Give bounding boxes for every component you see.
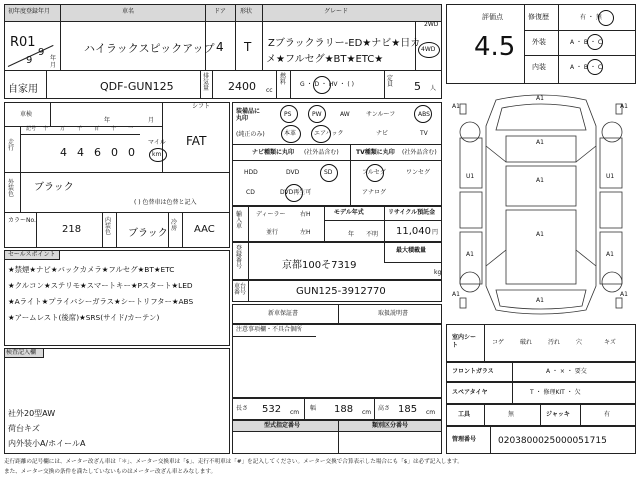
import-parallel: 並行 bbox=[266, 229, 279, 236]
equipment-label: 装備品に丸印 bbox=[236, 108, 261, 123]
length-unit: cm bbox=[290, 409, 300, 416]
height-label: 高さ bbox=[378, 405, 391, 412]
tv-label: TV種類に丸印 bbox=[356, 149, 395, 156]
registration-label: 登録番号 bbox=[236, 245, 243, 270]
mileage-digit-header: 千 bbox=[77, 126, 83, 132]
height-value: 185 bbox=[398, 404, 418, 415]
manual-label: 取扱説明書 bbox=[378, 310, 409, 317]
seat-label: 室内シート bbox=[452, 334, 477, 349]
capacity: 5 bbox=[414, 80, 421, 93]
tv-item: アナログ bbox=[362, 189, 387, 196]
warranty-label: 新車保証書 bbox=[268, 310, 299, 317]
reg-era: R01 bbox=[10, 35, 36, 50]
inspection-year: 年 bbox=[104, 117, 111, 124]
mileage-digit: 0 bbox=[111, 146, 118, 159]
score-label: 評価点 bbox=[482, 13, 503, 21]
chassis-value: GUN125-3912770 bbox=[296, 286, 386, 297]
seat-item: 汚れ bbox=[548, 339, 561, 346]
navi-selected-circle bbox=[320, 164, 338, 182]
mileage-digit: 6 bbox=[94, 146, 101, 159]
footer-line2: また、メーター交換の条件を満たしていないものはメーター改ざん車とみなします。 bbox=[4, 469, 217, 475]
inspector-notes-label: 検査記入欄 bbox=[6, 349, 37, 356]
tv-selected-circle bbox=[366, 164, 384, 182]
diagram-damage-label: U1 bbox=[606, 173, 615, 180]
score: 4.5 bbox=[474, 32, 516, 62]
import-left-hand: 左H bbox=[300, 229, 311, 236]
wd-value: 4WD bbox=[421, 46, 436, 53]
mileage-digit: 0 bbox=[128, 146, 135, 159]
diagram-damage-label: A1 bbox=[536, 139, 544, 146]
inspector-note: 荷台キズ bbox=[8, 424, 40, 433]
grade-label: グレード bbox=[324, 8, 349, 15]
interior-label: 内装色 bbox=[105, 217, 112, 236]
inspection-label: 車検 bbox=[20, 111, 33, 118]
fuel-label: 燃料 bbox=[280, 73, 287, 86]
color-no: 218 bbox=[62, 224, 82, 235]
diagram-damage-label: A1 bbox=[536, 231, 544, 238]
equipment-item: エアバック bbox=[314, 130, 344, 137]
spare-value: T ・ 修理KIT ・ 欠 bbox=[530, 389, 581, 396]
mileage-digit-header: 十 bbox=[43, 126, 49, 132]
recycle-unit: 円 bbox=[432, 229, 439, 236]
door-label: ドア bbox=[214, 8, 226, 15]
reg-year-unit: 年 bbox=[50, 55, 57, 62]
fuel-options: G ・ D ・ HV ・ ( ) bbox=[300, 81, 354, 88]
interior-rating-options: A ・ B ・ C bbox=[570, 64, 603, 71]
navi-selected-circle bbox=[285, 184, 303, 202]
glass-value: A ・ × ・ 要交 bbox=[546, 368, 587, 375]
width-value: 188 bbox=[334, 404, 354, 415]
mileage-digit-header: 記号 bbox=[26, 126, 37, 132]
import-label: 輸入車 bbox=[236, 211, 243, 230]
equipment-item: 本革 bbox=[284, 130, 297, 137]
glass-label: フロントガラス bbox=[452, 368, 494, 375]
equipment-item: ABS bbox=[418, 111, 430, 118]
exterior-rating-options: A ・ B ・ C bbox=[570, 39, 603, 46]
interior-rating-circle bbox=[587, 59, 603, 75]
diagram-damage-label: A1 bbox=[536, 297, 544, 304]
color-change-note: ( ) 色替車は色替と記入 bbox=[134, 199, 197, 206]
reg-month-unit: 月 bbox=[50, 62, 57, 69]
mgmt-label: 管理番号 bbox=[452, 436, 477, 443]
mileage-digit: 4 bbox=[77, 146, 84, 159]
docs-box bbox=[232, 304, 442, 324]
spare-label: スペアタイヤ bbox=[452, 389, 488, 396]
navi-item: DVD再生可 bbox=[280, 189, 312, 196]
model-year-unit: 年 bbox=[348, 231, 355, 238]
sales-points-label: セールスポイント bbox=[8, 251, 56, 258]
jack-label: ジャッキ bbox=[546, 411, 570, 418]
sales-point-line: ★禁煙★ナビ★バックカメラ★フルセグ★BT★ETC bbox=[8, 265, 175, 274]
exterior-color: ブラック bbox=[34, 182, 74, 193]
sales-point-line: ★クルコン★ステリモ★スマートキー★Pスタート★LED bbox=[8, 281, 193, 290]
exterior-rating-circle bbox=[587, 34, 603, 50]
diagram-damage-label: A1 bbox=[452, 291, 460, 298]
registration-value: 京都100そ7319 bbox=[282, 260, 357, 271]
navi-label: ナビ種類に丸印 bbox=[252, 149, 295, 156]
height-unit: cm bbox=[426, 409, 436, 416]
mileage-unit-top: マイル bbox=[148, 139, 166, 146]
shift: FAT bbox=[186, 134, 207, 148]
equipment-item: TV bbox=[420, 130, 428, 137]
equipment-item: PS bbox=[284, 111, 292, 118]
width-label: 幅 bbox=[310, 405, 317, 412]
grade-line1: Zブラックラリー-ED★ナビ★日カ bbox=[268, 38, 421, 49]
model-year-unknown: 不明 bbox=[366, 231, 379, 238]
import-dealer: ディーラー bbox=[256, 211, 286, 218]
mileage-digit: 4 bbox=[60, 146, 67, 159]
length-label: 長さ bbox=[236, 405, 249, 412]
diagram-damage-label: A1 bbox=[620, 103, 628, 110]
tv-sublabel: (社外品含む) bbox=[402, 149, 437, 156]
equipment-item: AW bbox=[340, 111, 350, 118]
inspection-month: 月 bbox=[148, 117, 155, 124]
jack-value: 有 bbox=[604, 411, 611, 418]
sales-point-line: ★アームレスト(後席)★SRS(サイド/カーテン) bbox=[8, 313, 160, 322]
wd-label: 2WD bbox=[424, 21, 439, 28]
tv-item: ワンセグ bbox=[406, 169, 431, 176]
color-no-label: カラーNo. bbox=[8, 217, 36, 224]
grade-line2: メ★フルセグ★BT★ETC★ bbox=[266, 54, 384, 65]
car-name-label: 車名 bbox=[122, 8, 135, 15]
car-damage-diagram bbox=[446, 86, 636, 322]
doors: 4 bbox=[216, 40, 224, 54]
seat-item: 穴 bbox=[576, 339, 583, 346]
capacity-unit: 人 bbox=[430, 85, 437, 92]
model-year-label: モデル年式 bbox=[334, 209, 364, 216]
exterior-rating-label: 外装 bbox=[532, 38, 546, 46]
type-label: 型式指定番号 bbox=[264, 422, 301, 429]
chassis-label: 車台番号 bbox=[234, 283, 247, 296]
interior-rating-label: 内装 bbox=[532, 63, 546, 71]
diagram-damage-label: A1 bbox=[536, 95, 544, 102]
equipment-selected-circle bbox=[308, 105, 326, 123]
equipment-selected-circle bbox=[281, 125, 301, 143]
navi-item: HDD bbox=[244, 169, 258, 176]
recycle-value: 11,040 bbox=[396, 226, 431, 237]
reg-date-label: 初年度登録年月 bbox=[8, 8, 51, 15]
mileage-digit-header: 万 bbox=[60, 126, 66, 132]
caution-label: 注意事項欄・不具合個所 bbox=[236, 326, 303, 333]
shift-label: シフト bbox=[192, 103, 211, 110]
recycle-label: リサイクル預託金 bbox=[388, 209, 436, 216]
navi-sublabel: (社外品含む) bbox=[304, 149, 339, 156]
navi-item: DVD bbox=[286, 169, 300, 176]
navi-item: CD bbox=[246, 189, 255, 196]
diagram-damage-label: A1 bbox=[452, 103, 460, 110]
seat-item: 破れ bbox=[520, 339, 533, 346]
car-name: ハイラックスピックアップ bbox=[84, 42, 215, 55]
seat-item: キズ bbox=[604, 339, 616, 346]
inspector-note: 社外20型AW bbox=[8, 409, 56, 418]
displacement: 2400 bbox=[228, 80, 256, 93]
class-label: 類別区分番号 bbox=[372, 422, 409, 429]
mileage-unit: km bbox=[152, 151, 162, 158]
inspector-note: 内外装小A/ホイールA bbox=[8, 439, 86, 448]
diagram-damage-label: A1 bbox=[606, 251, 614, 258]
tools-value: 無 bbox=[508, 411, 515, 418]
tv-item: フルセグ bbox=[362, 169, 386, 176]
diagram-damage-label: A1 bbox=[536, 177, 544, 184]
shape: T bbox=[244, 40, 252, 54]
seat-item: コゲ bbox=[492, 339, 505, 346]
cc-unit: cc bbox=[266, 87, 273, 94]
diagram-damage-label: U1 bbox=[466, 173, 475, 180]
fuel-selected-circle bbox=[313, 76, 331, 94]
equipment-sublabel: (純正のみ) bbox=[236, 131, 265, 138]
max-load-unit: kg bbox=[434, 269, 442, 276]
mileage-digit-header: 十 bbox=[111, 126, 117, 132]
diagram-damage-label: A1 bbox=[466, 251, 474, 258]
interior-color: ブラック bbox=[128, 228, 168, 239]
sales-point-line: ★Aライト★プライバシーガラス★シートリフター★ABS bbox=[8, 297, 194, 306]
shape-label: 形状 bbox=[240, 8, 253, 15]
repair-selected-circle bbox=[598, 10, 614, 26]
repair-options: 有 ・ 無 bbox=[580, 14, 602, 21]
ac-label: 冷房 bbox=[171, 219, 178, 232]
model-code: QDF-GUN125 bbox=[100, 80, 174, 93]
mileage-label: 走行 bbox=[8, 139, 15, 152]
equipment-item: PW bbox=[312, 111, 322, 118]
displacement-label: 排気量 bbox=[203, 73, 210, 92]
reg-month: 9 bbox=[26, 55, 33, 66]
mileage-digit-header: 一 bbox=[128, 126, 134, 132]
footer-line1: 走行距離の記号欄には、メーター改ざん車は「＊」、メーター交換車は「$」、走行不明車は「#」を記入してください。メーター交換で合算表示した場合にも「$」は必ず記入します。 bbox=[4, 459, 463, 465]
equipment-item: ナビ bbox=[376, 130, 389, 137]
tools-label: 工具 bbox=[458, 411, 471, 418]
max-load-label: 最大積載量 bbox=[396, 247, 427, 254]
ac-value: AAC bbox=[194, 224, 215, 235]
width-unit: cm bbox=[362, 409, 372, 416]
mileage-digit-header: 百 bbox=[94, 126, 100, 132]
capacity-label: 定員 bbox=[387, 75, 394, 88]
exterior-label: 外装色 bbox=[8, 179, 15, 198]
equipment-selected-circle bbox=[414, 105, 432, 123]
repair-label: 修復歴 bbox=[528, 13, 549, 21]
equipment-item: サンルーフ bbox=[366, 111, 396, 118]
equipment-selected-circle bbox=[280, 105, 298, 123]
equipment-selected-circle bbox=[311, 125, 331, 143]
mgmt-value: 0203800025000051715 bbox=[498, 436, 607, 446]
diagram-damage-label: A1 bbox=[620, 291, 628, 298]
length-value: 532 bbox=[262, 404, 282, 415]
navi-item: SD bbox=[324, 169, 333, 176]
import-right-hand: 右H bbox=[300, 211, 311, 218]
reg-year: 9 bbox=[38, 47, 45, 58]
use-type: 自家用 bbox=[8, 84, 38, 95]
